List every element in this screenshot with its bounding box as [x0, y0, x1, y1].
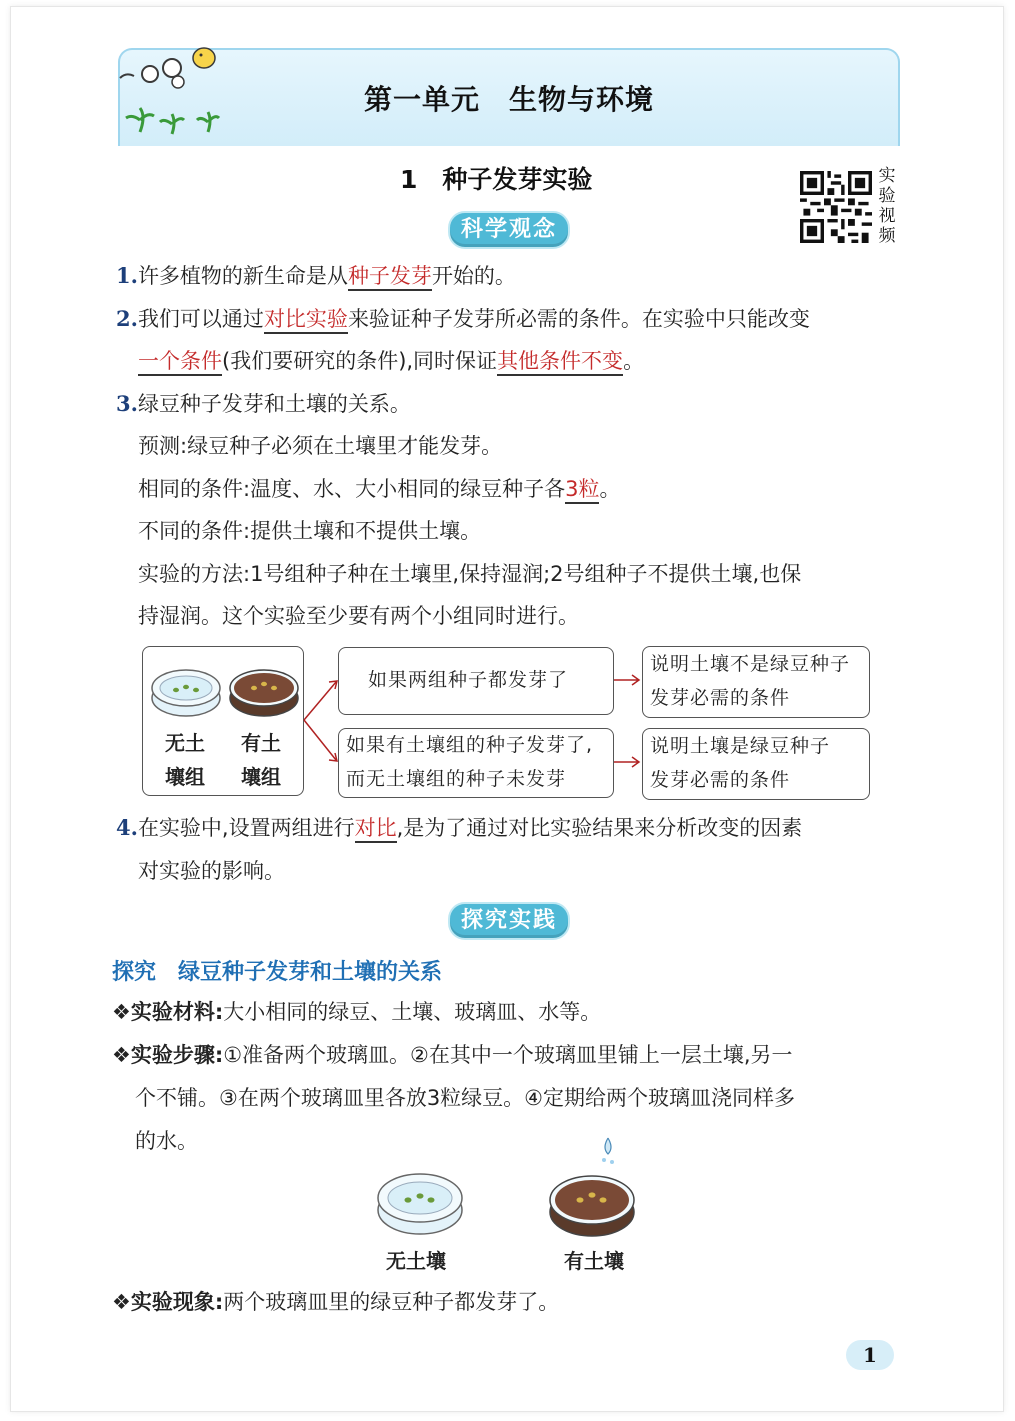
- text: ①准备两个玻璃皿。②在其中一个玻璃皿里铺上一层土壤,另一: [223, 1043, 793, 1067]
- qr-code-icon[interactable]: [800, 170, 872, 244]
- label-part: 无土: [165, 731, 205, 755]
- item-number: 1.: [116, 263, 138, 288]
- dish-soil-label: 有土壤: [564, 1249, 624, 1273]
- label-part: 有土: [241, 731, 281, 755]
- chick-doodle-icon: [116, 44, 226, 144]
- video-label-char: 频: [878, 226, 896, 246]
- text: (我们要研究的条件),同时保证: [222, 349, 498, 373]
- concept-item-4-line1: [116, 813, 802, 843]
- concept-item-2-line1: [116, 304, 810, 334]
- text: 。: [599, 477, 621, 501]
- case-text-2b: 而无土壤组的种子未发芽: [346, 768, 567, 790]
- branch-arrows-icon: [302, 660, 342, 780]
- same-conditions-line: [138, 474, 620, 504]
- concept-item-4-line2: 对实验的影响。: [138, 859, 285, 883]
- petri-dish-soil-watering-icon: [546, 1134, 638, 1242]
- result-text-1a: 说明土壤不是绿豆种子: [650, 653, 851, 675]
- unit-title: 第一单元 生物与环境: [363, 83, 654, 116]
- petri-dish-soil-icon: [226, 660, 302, 724]
- highlight-answer: 种子发芽: [348, 264, 432, 291]
- explore-title: 探究 绿豆种子发芽和土壤的关系: [112, 960, 443, 985]
- text: 大小相同的绿豆、土壤、玻璃皿、水等。: [223, 1000, 602, 1024]
- concept-item-1: [116, 261, 516, 291]
- text: ,是为了通过对比实验结果来分析改变的因素: [396, 816, 803, 840]
- video-label-char: 验: [878, 186, 896, 206]
- result-text-1b: 发芽必需的条件: [650, 687, 791, 709]
- concept-item-2-line2: [138, 346, 644, 376]
- prediction-line: 预测:绿豆种子必须在土壤里才能发芽。: [138, 434, 503, 458]
- group-no-soil-label: [155, 726, 215, 794]
- label-part: 壤组: [165, 765, 205, 789]
- materials-line: [112, 997, 601, 1027]
- text: 来验证种子发芽所必需的条件。在实验中只能改变: [347, 307, 810, 331]
- steps-line-3: 的水。: [135, 1129, 198, 1153]
- label-part: 壤组: [241, 765, 281, 789]
- unit-banner: [118, 48, 900, 146]
- section-pill-practice: 探究实践: [448, 902, 570, 940]
- video-label-char: 视: [878, 206, 896, 226]
- different-conditions-line: 不同的条件:提供土壤和不提供土壤。: [138, 519, 482, 543]
- lesson-title: 1 种子发芽实验: [400, 165, 593, 194]
- section-pill-concept: 科学观念: [448, 211, 570, 249]
- page-number: 1: [846, 1340, 894, 1370]
- text: 开始的。: [431, 264, 516, 288]
- concept-item-3-title: [116, 389, 411, 419]
- method-line-1: 实验的方法:1号组种子种在土壤里,保持湿润;2号组种子不提供土壤,也保: [138, 562, 802, 586]
- item-number: 4.: [116, 815, 138, 840]
- dish-no-soil-label: 无土壤: [386, 1249, 446, 1273]
- highlight-answer: 对比实验: [264, 307, 348, 334]
- video-label-char: 实: [878, 166, 896, 186]
- arrow-right-icon: [612, 755, 642, 769]
- group-soil-label: [231, 726, 291, 794]
- phenomenon-heading: ❖实验现象:: [112, 1290, 224, 1314]
- item-number: 3.: [116, 391, 138, 416]
- petri-dish-empty-icon: [148, 660, 224, 724]
- highlight-answer: 其他条件不变: [497, 349, 623, 376]
- text: 在实验中,设置两组进行: [137, 816, 355, 840]
- materials-heading: ❖实验材料:: [112, 1000, 224, 1024]
- arrow-right-icon: [612, 673, 642, 687]
- petri-dish-empty-icon: [374, 1164, 466, 1240]
- method-line-2: 持湿润。这个实验至少要有两个小组同时进行。: [138, 604, 579, 628]
- text: 许多植物的新生命是从: [137, 264, 348, 288]
- case-text-2a: 如果有土壤组的种子发芽了,: [346, 734, 594, 756]
- highlight-answer: 3粒: [565, 477, 599, 504]
- steps-heading: ❖实验步骤:: [112, 1043, 224, 1067]
- item-number: 2.: [116, 306, 138, 331]
- result-text-2b: 发芽必需的条件: [650, 769, 791, 791]
- case-text-1: 如果两组种子都发芽了: [368, 669, 569, 691]
- phenomenon-line: [112, 1287, 559, 1317]
- video-label: [876, 166, 898, 246]
- highlight-answer: 一个条件: [138, 349, 222, 376]
- highlight-answer: 对比: [355, 816, 397, 843]
- text: 绿豆种子发芽和土壤的关系。: [137, 392, 411, 416]
- text: 相同的条件:温度、水、大小相同的绿豆种子各: [138, 477, 566, 501]
- text: 我们可以通过: [137, 307, 264, 331]
- text: 两个玻璃皿里的绿豆种子都发芽了。: [223, 1290, 560, 1314]
- steps-line-1: [112, 1040, 793, 1070]
- result-text-2a: 说明土壤是绿豆种子: [650, 735, 831, 757]
- steps-line-2: 个不铺。③在两个玻璃皿里各放3粒绿豆。④定期给两个玻璃皿浇同样多: [135, 1086, 796, 1110]
- text: 。: [623, 349, 645, 373]
